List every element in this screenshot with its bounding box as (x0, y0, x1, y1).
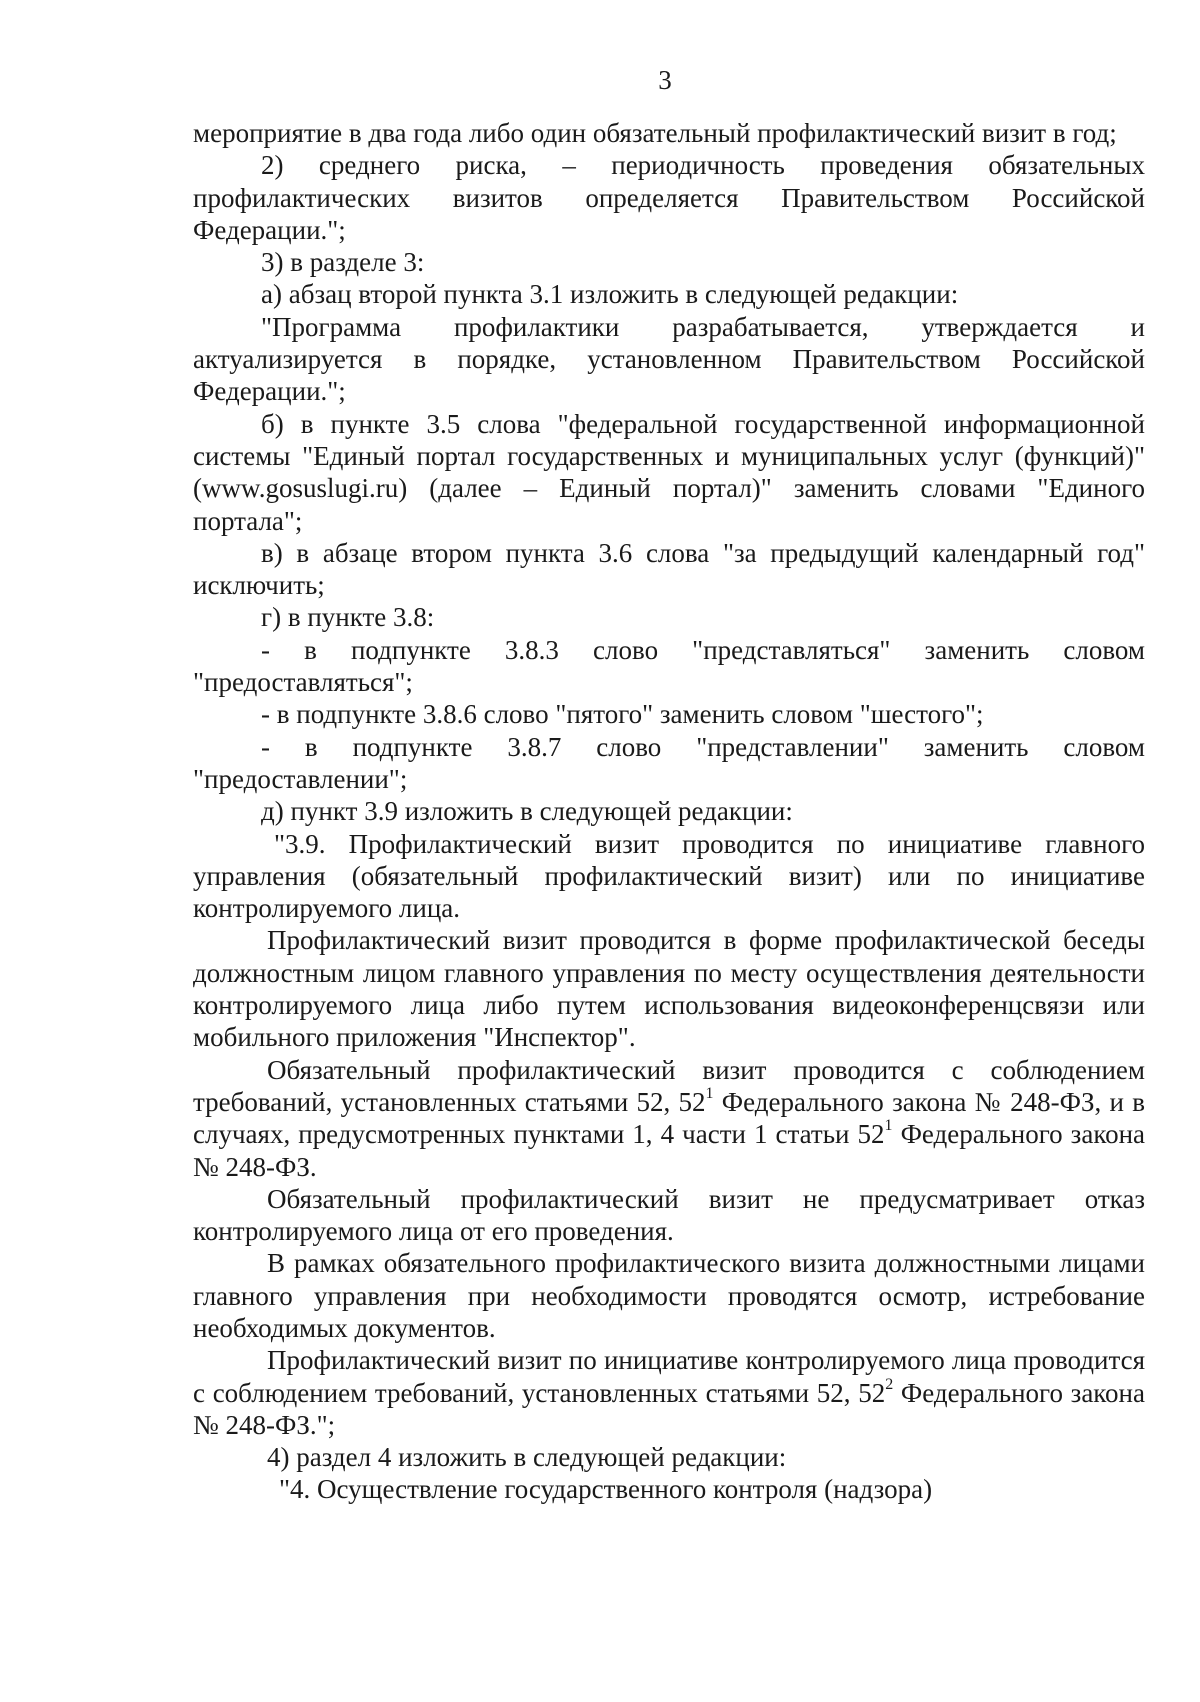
paragraph: г) в пункте 3.8: (261, 602, 435, 633)
paragraph: 3) в разделе 3: (261, 247, 425, 278)
superscript: 2 (885, 1375, 894, 1393)
paragraph: в) в абзаце втором пункта 3.6 слова "за предыдущий календарный год" исключить; (193, 537, 1145, 601)
paragraph: - в подпункте 3.8.7 слово "представлении" заменить словом "предоставлении"; (193, 731, 1145, 794)
paragraph: 2) среднего риска, – периодичность проведения обязательных профилактических визитов определяется Правительством Российской Федерации."; (193, 150, 1145, 245)
paragraph: мероприятие в два года либо один обязательный профилактический визит в год; (193, 118, 1117, 148)
paragraph: 4) раздел 4 изложить в следующей редакции: (267, 1442, 787, 1473)
paragraph: В рамках обязательного профилактического визита должностными лицами главного управления при необходимости проводятся осмотр, истребование необходимых документов. (193, 1248, 1145, 1343)
paragraph: - в подпункте 3.8.3 слово "представляться" заменить словом "предоставляться"; (193, 634, 1145, 698)
paragraph-text: Обязательный профилактический визит проводится с соблюдением требований, установленных статьями 52, 52 (193, 1054, 1145, 1117)
paragraph-text: Профилактический визит по инициативе контролируемого лица проводится с соблюдением требований, установленных статьями 52, 52 (193, 1345, 1145, 1408)
document-body (193, 117, 1145, 1506)
paragraph: Профилактический визит проводится в форме профилактической беседы должностным лицом главного управления по месту осуществления деятельности контролируемого лица либо путем использования видеоконференцсвязи или мобильного приложения "Инспектор". (193, 925, 1145, 1053)
paragraph: Обязательный профилактический визит не предусматривает отказ контролируемого лица от его проведения. (193, 1183, 1145, 1247)
paragraph-text: Федерального закона № 248-ФЗ."; (193, 1377, 1145, 1440)
paragraph: а) абзац второй пункта 3.1 изложить в следующей редакции: (261, 279, 959, 310)
paragraph: д) пункт 3.9 изложить в следующей редакции: (261, 796, 793, 827)
superscript: 1 (705, 1084, 714, 1102)
paragraph (193, 1344, 1145, 1441)
paragraph: "Программа профилактики разрабатывается, утверждается и актуализируется в порядке, установленном Правительством Российской Федерации."; (193, 311, 1145, 407)
paragraph: "3.9. Профилактический визит проводится по инициативе главного управления (обязательный профилактический визит) или по инициативе контролируемого лица. (193, 828, 1145, 924)
paragraph: б) в пункте 3.5 слова "федеральной государственной информационной системы "Единый портал государственных и муниципальных услуг (функций)" (www.gosuslugi.ru) (далее – Единый портал)" заменить словами "Единого портала"; (193, 408, 1145, 536)
section-heading: "4. Осуществление государственного контроля (надзора) (279, 1474, 933, 1505)
page-number: 3 (658, 65, 672, 95)
superscript: 1 (884, 1117, 893, 1135)
paragraph-text: Федерального закона № 248-ФЗ, и в случаях, предусмотренных пунктами 1, 4 части 1 статьи 52 (193, 1086, 1145, 1150)
paragraph: - в подпункте 3.8.6 слово "пятого" заменить словом "шестого"; (261, 699, 984, 730)
paragraph (193, 1054, 1145, 1183)
paragraph-text: Федерального закона № 248-ФЗ. (193, 1119, 1146, 1182)
